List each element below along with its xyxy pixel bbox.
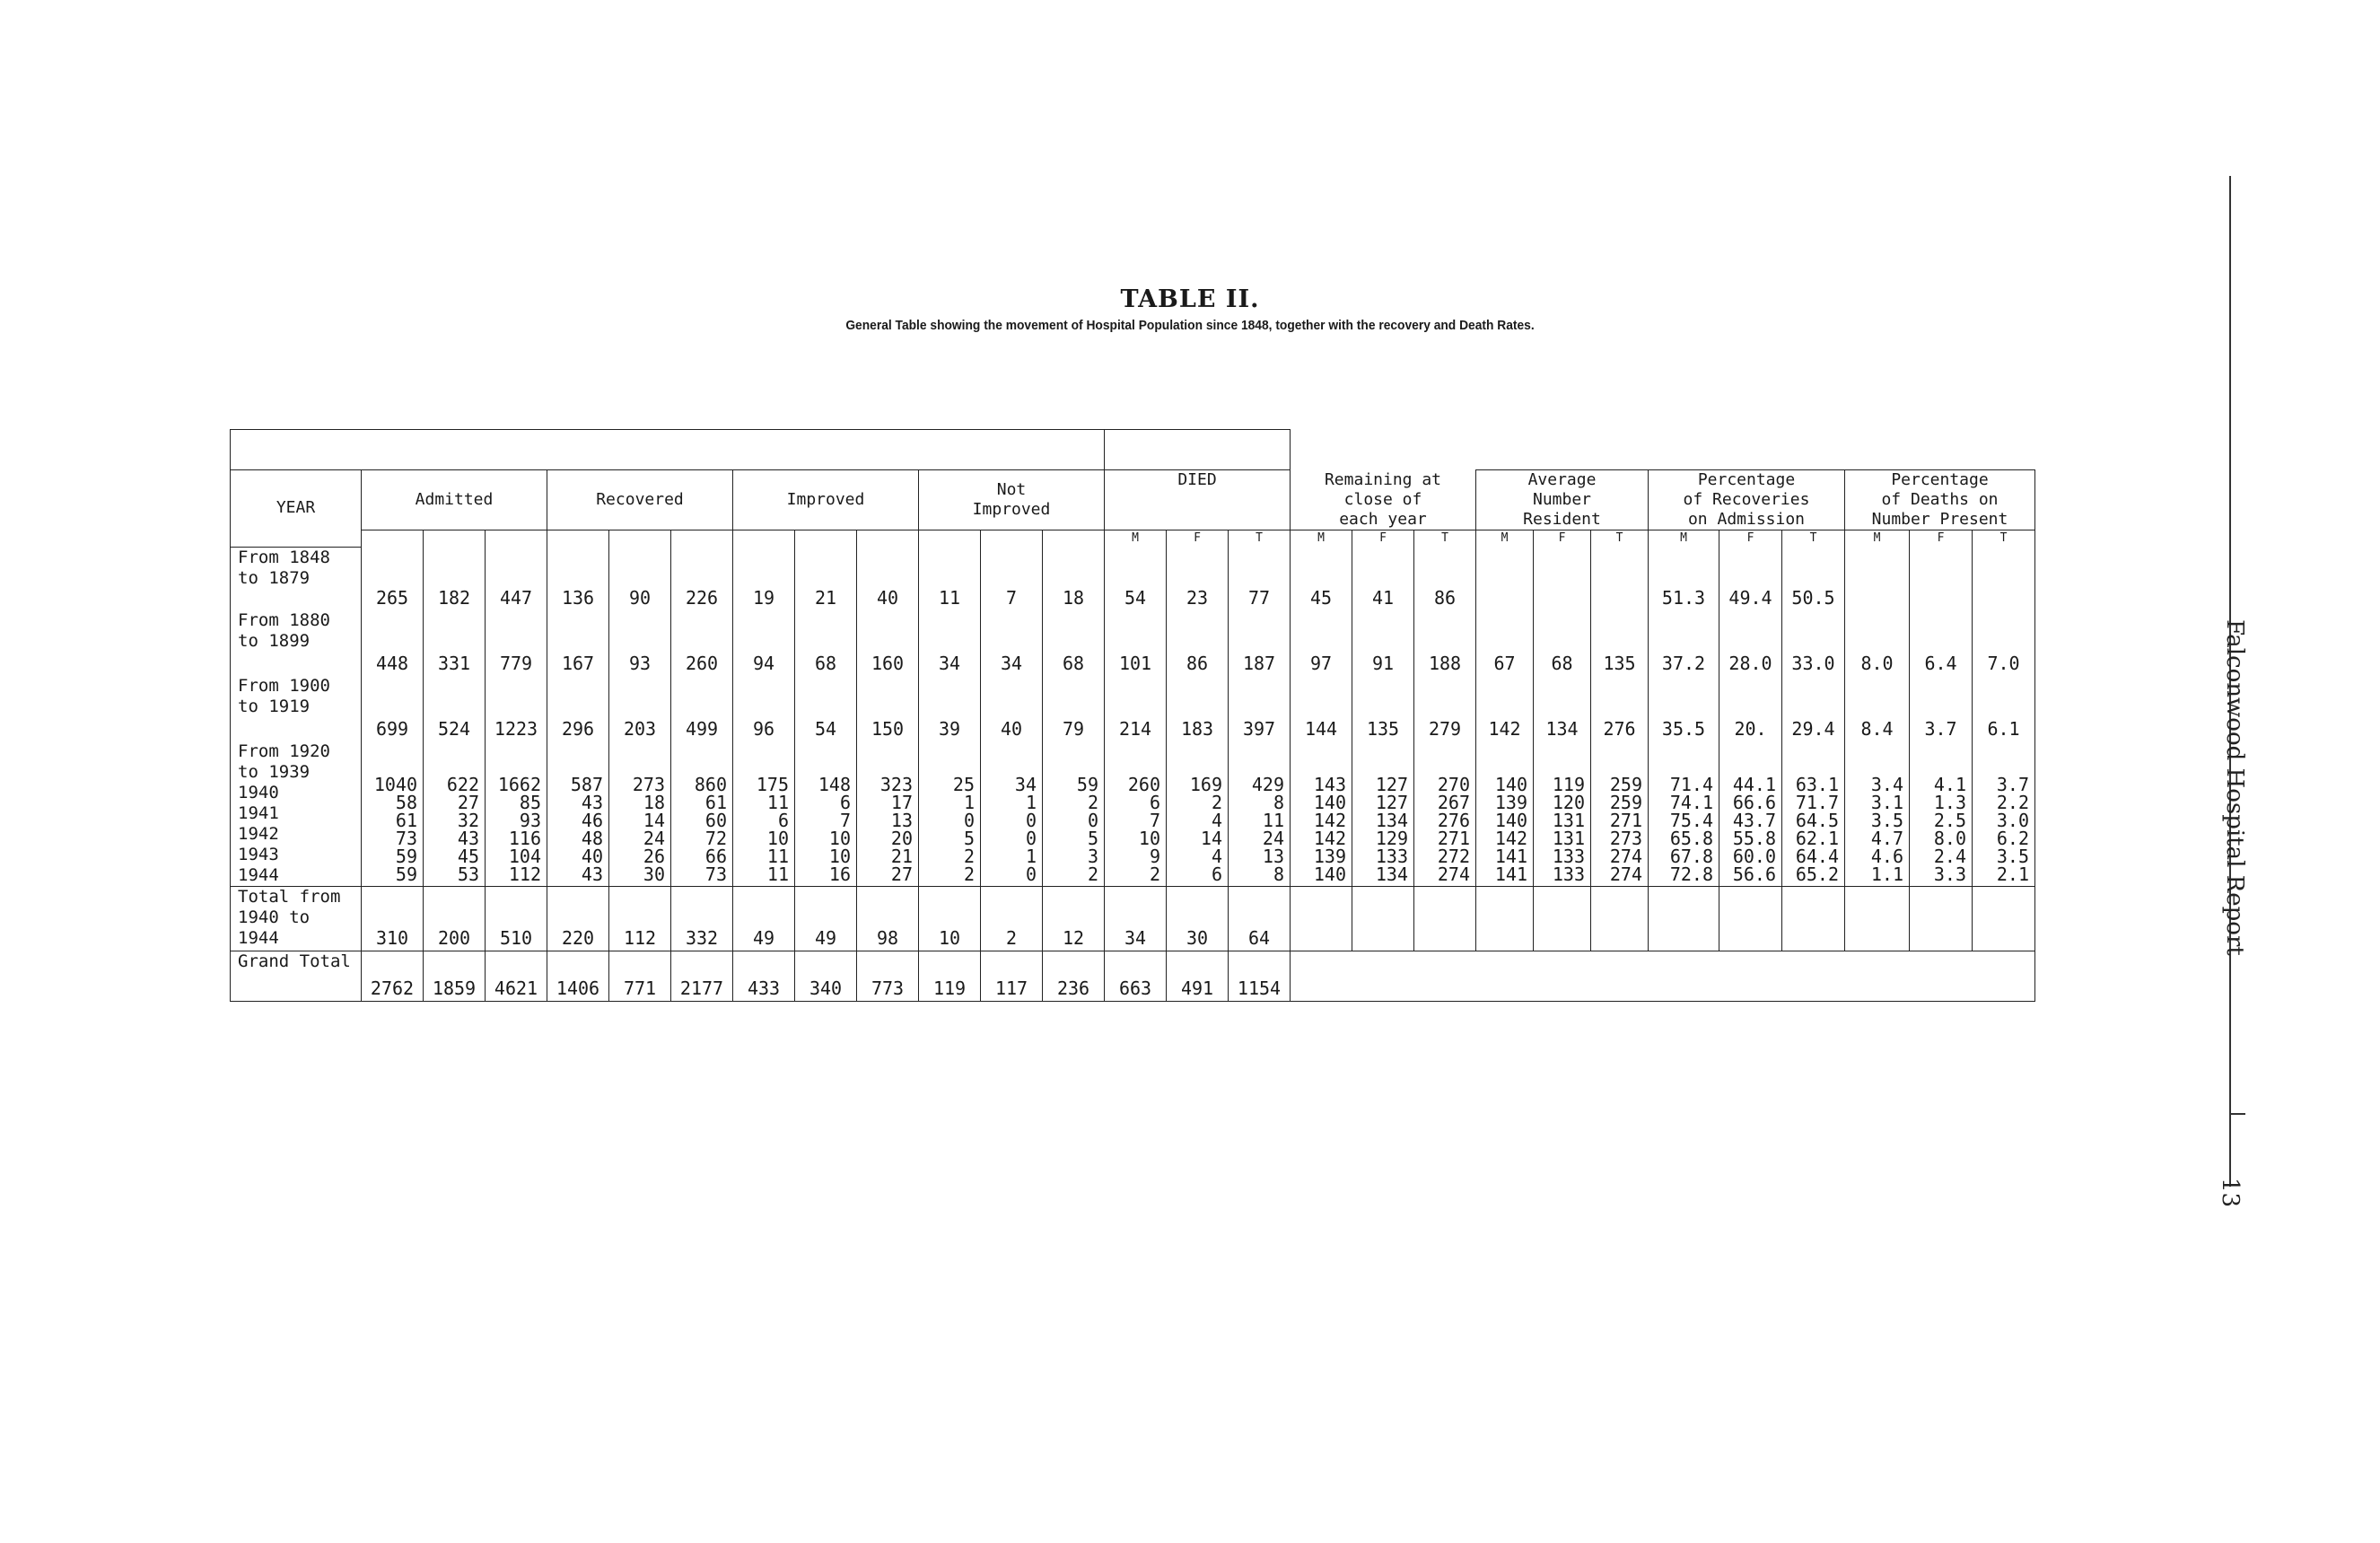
table-cell: 1662 85 93 116 104 112 [486, 741, 547, 887]
table-cell [1476, 887, 1534, 951]
table-cell [1910, 547, 1973, 610]
mft-subheader [362, 530, 424, 548]
table-cell: 148 6 7 10 10 16 [795, 741, 857, 887]
table-row [231, 547, 2035, 610]
table-cell: 1859 [424, 951, 486, 1002]
table-cell [1352, 887, 1414, 951]
table-cell: 433 [733, 951, 795, 1002]
table-cell: 6.1 [1973, 676, 2035, 741]
table-cell: 135 [1591, 610, 1649, 676]
table-row [231, 610, 2035, 676]
table-cell: 6.4 [1910, 610, 1973, 676]
table-row [231, 887, 2035, 951]
table-cell: 68 [1534, 610, 1591, 676]
table-cell: 175 11 6 10 11 11 [733, 741, 795, 887]
mft-subheader [981, 530, 1043, 548]
table-cell: 276 [1591, 676, 1649, 741]
table-cell: 34 [981, 610, 1043, 676]
table-cell: 119 [919, 951, 981, 1002]
table-cell: 51.3 [1649, 547, 1719, 610]
table-cell: 28.0 [1719, 610, 1782, 676]
table-row [231, 741, 2035, 887]
table-cell: 8.0 [1845, 610, 1910, 676]
table-cell: 90 [609, 547, 671, 610]
table-cell [1591, 887, 1649, 951]
table-cell: 30 [1167, 887, 1229, 951]
table-cell: 7.0 [1973, 610, 2035, 676]
mft-subheader: M [1649, 530, 1719, 548]
mft-subheader: F [1719, 530, 1782, 548]
table-cell: 1406 [547, 951, 609, 1002]
table-cell: 2 [981, 887, 1043, 951]
table-cell [1973, 887, 2035, 951]
table-cell: 11 [919, 547, 981, 610]
mft-subheader [1043, 530, 1105, 548]
table-cell [1973, 547, 2035, 610]
table-cell: 622 27 32 43 45 53 [424, 741, 486, 887]
table-cell: 136 [547, 547, 609, 610]
table-cell: 44.1 66.6 43.7 55.8 60.0 56.6 [1719, 741, 1782, 887]
table-cell: 169 2 4 14 4 6 [1167, 741, 1229, 887]
table-cell: 23 [1167, 547, 1229, 610]
group-header: DIED [1105, 470, 1291, 530]
table-cell: 200 [424, 887, 486, 951]
table-cell: 3.4 3.1 3.5 4.7 4.6 1.1 [1845, 741, 1910, 887]
table-cell: 270 267 276 271 272 274 [1414, 741, 1476, 887]
table-cell: 188 [1414, 610, 1476, 676]
header-bar [1105, 430, 1291, 470]
table-cell: 68 [1043, 610, 1105, 676]
table-cell: 134 [1534, 676, 1591, 741]
page-number: 13 [2217, 1178, 2244, 1208]
table-cell: 4.1 1.3 2.5 8.0 2.4 3.3 [1910, 741, 1973, 887]
table-cell: 447 [486, 547, 547, 610]
mft-subheader [609, 530, 671, 548]
group-header: Average Number Resident [1476, 470, 1649, 530]
mft-subheader [486, 530, 547, 548]
table-cell: 112 [609, 887, 671, 951]
table-cell: 68 [795, 610, 857, 676]
table-cell: 59 2 0 5 3 2 [1043, 741, 1105, 887]
table-cell: 144 [1291, 676, 1352, 741]
mft-subheader: T [1782, 530, 1845, 548]
table-cell: 79 [1043, 676, 1105, 741]
table-cell: 187 [1229, 610, 1291, 676]
table-cell: 331 [424, 610, 486, 676]
mft-subheader: F [1352, 530, 1414, 548]
table-cell: 34 [919, 610, 981, 676]
table-cell: 259 259 271 273 274 274 [1591, 741, 1649, 887]
table-cell: 183 [1167, 676, 1229, 741]
table-cell: 49 [795, 887, 857, 951]
table-cell: 260 6 7 10 9 2 [1105, 741, 1167, 887]
mft-subheader [857, 530, 919, 548]
page-title: TABLE II. [1120, 285, 1260, 313]
row-label: Grand Total [231, 951, 362, 1002]
table-cell [1534, 887, 1591, 951]
table-cell: 94 [733, 610, 795, 676]
row-label: From 1880 to 1899 [231, 610, 362, 676]
table-cell: 39 [919, 676, 981, 741]
table-cell [1845, 887, 1910, 951]
table-cell: 98 [857, 887, 919, 951]
group-header: Percentage of Deaths on Number Present [1845, 470, 2035, 530]
year-header: YEAR [231, 470, 362, 548]
group-header: Remaining at close of each year [1291, 470, 1476, 530]
table-cell: 117 [981, 951, 1043, 1002]
group-header: Percentage of Recoveries on Admission [1649, 470, 1845, 530]
table-cell [1910, 887, 1973, 951]
table-cell: 77 [1229, 547, 1291, 610]
table-cell: 35.5 [1649, 676, 1719, 741]
mft-subheader: T [1229, 530, 1291, 548]
table-cell [1719, 887, 1782, 951]
mft-subheader: M [1105, 530, 1167, 548]
table-cell: 40 [981, 676, 1043, 741]
table-cell: 160 [857, 610, 919, 676]
row-label: From 1900 to 1919 [231, 676, 362, 741]
table-cell: 279 [1414, 676, 1476, 741]
mft-subheader [919, 530, 981, 548]
table-cell: 86 [1167, 610, 1229, 676]
table-cell [1476, 547, 1534, 610]
mft-subheader: F [1534, 530, 1591, 548]
table-row [231, 676, 2035, 741]
table-cell: 96 [733, 676, 795, 741]
table-cell: 273 18 14 24 26 30 [609, 741, 671, 887]
table-row [231, 951, 2035, 1002]
table-cell [1845, 547, 1910, 610]
group-header: Recovered [547, 470, 733, 530]
table-cell: 8.4 [1845, 676, 1910, 741]
table-cell: 49.4 [1719, 547, 1782, 610]
table-cell: 332 [671, 887, 733, 951]
table-cell: 260 [671, 610, 733, 676]
group-header: Not Improved [919, 470, 1105, 530]
row-label: From 1848 to 1879 [231, 547, 362, 610]
table-cell: 91 [1352, 610, 1414, 676]
table-cell: 67 [1476, 610, 1534, 676]
table-cell: 1223 [486, 676, 547, 741]
mft-subheader [547, 530, 609, 548]
table-cell: 663 [1105, 951, 1167, 1002]
table-cell: 860 61 60 72 66 73 [671, 741, 733, 887]
row-label: Total from 1940 to 1944 [231, 887, 362, 951]
table-cell: 491 [1167, 951, 1229, 1002]
mft-subheader: M [1291, 530, 1352, 548]
population-table [230, 429, 2035, 1002]
mft-subheader: T [1591, 530, 1649, 548]
mft-subheader [795, 530, 857, 548]
table-cell: 182 [424, 547, 486, 610]
table-cell: 25 1 0 5 2 2 [919, 741, 981, 887]
mft-subheader: F [1167, 530, 1229, 548]
mft-subheader [733, 530, 795, 548]
table-cell: 323 17 13 20 21 27 [857, 741, 919, 887]
table-cell: 2762 [362, 951, 424, 1002]
table-cell: 140 139 140 142 141 141 [1476, 741, 1534, 887]
table-cell: 7 [981, 547, 1043, 610]
page-subtitle: General Table showing the movement of Hospital Population since 1848, together with the recovery and Death Rates. [845, 318, 1535, 333]
table-cell: 3.7 [1910, 676, 1973, 741]
table-cell: 448 [362, 610, 424, 676]
table-cell: 50.5 [1782, 547, 1845, 610]
table-cell: 54 [1105, 547, 1167, 610]
table-cell: 93 [609, 610, 671, 676]
table-cell: 587 43 46 48 40 43 [547, 741, 609, 887]
table-cell: 779 [486, 610, 547, 676]
table-cell [1414, 887, 1476, 951]
table-cell [1534, 547, 1591, 610]
table-cell: 12 [1043, 887, 1105, 951]
table-cell: 2177 [671, 951, 733, 1002]
table-cell: 19 [733, 547, 795, 610]
table-cell: 45 [1291, 547, 1352, 610]
table-cell: 10 [919, 887, 981, 951]
table-cell [1591, 547, 1649, 610]
table-cell: 64 [1229, 887, 1291, 951]
table-cell [1782, 887, 1845, 951]
table-cell: 41 [1352, 547, 1414, 610]
table-cell: 397 [1229, 676, 1291, 741]
table-cell: 510 [486, 887, 547, 951]
table-cell: 699 [362, 676, 424, 741]
table-cell: 150 [857, 676, 919, 741]
mft-subheader: T [1973, 530, 2035, 548]
table-cell: 37.2 [1649, 610, 1719, 676]
header-bar [231, 430, 1105, 470]
table-cell: 1154 [1229, 951, 1291, 1002]
table-cell: 265 [362, 547, 424, 610]
mft-subheader [671, 530, 733, 548]
table-cell: 310 [362, 887, 424, 951]
table-cell: 214 [1105, 676, 1167, 741]
margin-tick [2229, 1113, 2245, 1115]
table-cell: 524 [424, 676, 486, 741]
table-cell: 18 [1043, 547, 1105, 610]
table-cell: 340 [795, 951, 857, 1002]
mft-subheader [424, 530, 486, 548]
table-cell: 63.1 71.7 64.5 62.1 64.4 65.2 [1782, 741, 1845, 887]
table-cell: 20. [1719, 676, 1782, 741]
table-cell: 34 1 0 0 1 0 [981, 741, 1043, 887]
table-cell: 101 [1105, 610, 1167, 676]
table-cell: 226 [671, 547, 733, 610]
table-cell: 771 [609, 951, 671, 1002]
mft-subheader: F [1910, 530, 1973, 548]
table-cell: 71.4 74.1 75.4 65.8 67.8 72.8 [1649, 741, 1719, 887]
table-cell: 142 [1476, 676, 1534, 741]
table-cell [1649, 887, 1719, 951]
table-cell: 21 [795, 547, 857, 610]
table-cell: 1040 58 61 73 59 59 [362, 741, 424, 887]
table-cell: 127 127 134 129 133 134 [1352, 741, 1414, 887]
group-header: Improved [733, 470, 919, 530]
table-cell: 773 [857, 951, 919, 1002]
table-cell: 236 [1043, 951, 1105, 1002]
table-cell [1291, 887, 1352, 951]
table-cell: 29.4 [1782, 676, 1845, 741]
table-cell: 220 [547, 887, 609, 951]
table-cell: 4621 [486, 951, 547, 1002]
table-cell: 296 [547, 676, 609, 741]
empty-cell [1291, 951, 2035, 1002]
table-cell: 40 [857, 547, 919, 610]
table-cell: 499 [671, 676, 733, 741]
row-label: From 1920 to 1939 1940 1941 1942 1943 1944 [231, 741, 362, 887]
report-title-vertical: Falconwood Hospital Report [2221, 619, 2248, 956]
group-header: Admitted [362, 470, 547, 530]
table-cell: 54 [795, 676, 857, 741]
table-cell: 34 [1105, 887, 1167, 951]
table-cell: 203 [609, 676, 671, 741]
table-cell: 3.7 2.2 3.0 6.2 3.5 2.1 [1973, 741, 2035, 887]
table-cell: 49 [733, 887, 795, 951]
mft-subheader: M [1845, 530, 1910, 548]
table-cell: 135 [1352, 676, 1414, 741]
table-cell: 429 8 11 24 13 8 [1229, 741, 1291, 887]
table-cell: 97 [1291, 610, 1352, 676]
table-cell: 33.0 [1782, 610, 1845, 676]
mft-subheader: M [1476, 530, 1534, 548]
table-cell: 86 [1414, 547, 1476, 610]
table-cell: 167 [547, 610, 609, 676]
table-cell: 143 140 142 142 139 140 [1291, 741, 1352, 887]
table-cell: 119 120 131 131 133 133 [1534, 741, 1591, 887]
mft-subheader: T [1414, 530, 1476, 548]
